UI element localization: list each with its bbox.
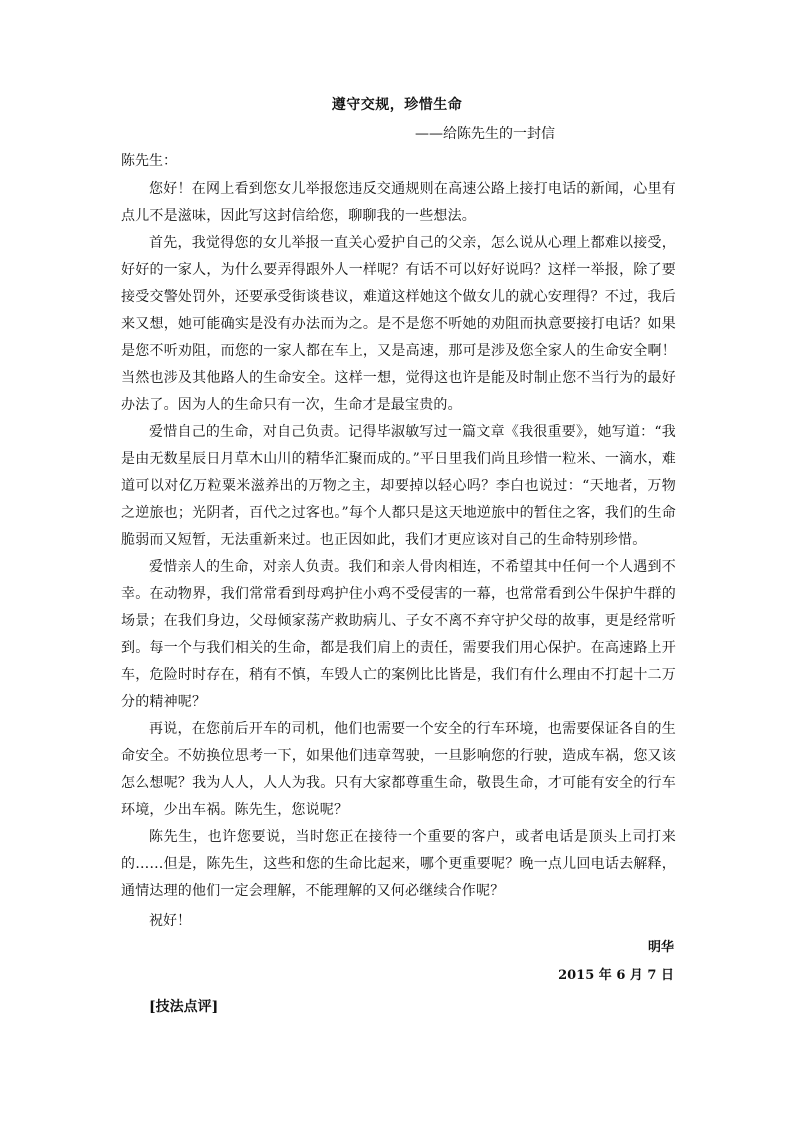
paragraph-3: 爱惜自己的生命，对自己负责。记得毕淑敏写过一篇文章《我很重要》，她写道：“我是由无数星辰日月草木山川的精华汇聚而成的。”平日里我们尚且珍惜一粒米、一滴水，难道可以对亿万粒粟米滋养出的万物之主，却要掉以轻心吗？李白也说过：“天地者，万物之逆旅也；光阴者，百代之过客也。”每个人都只是这天地逆旅中的暂住之客，我们的生命脆弱而又短暂，无法重新来过。也正因如此，我们才更应该对自己的生命特别珍惜。 bbox=[121, 424, 676, 548]
letter-date: 2015 年 6 月 7 日 bbox=[558, 968, 674, 983]
letter-closing: 祝好！ bbox=[149, 913, 191, 929]
paragraph-4: 爱惜亲人的生命，对亲人负责。我们和亲人骨肉相连，不希望其中任何一个人遇到不幸。在动物界，我们常常看到母鸡护住小鸡不受侵害的一幕，也常常看到公牛保护牛群的场景；在我们身边，父母倾家荡产救助病儿、子女不离不弃守护父母的故事，更是经常听到。每一个与我们相关的生命，都是我们肩上的责任，需要我们用心保护。在高速路上开车，危险时时存在，稍有不慎，车毁人亡的案例比比皆是，我们有什么理由不打起十二万分的精神呢？ bbox=[121, 559, 676, 710]
letter-signature: 明华 bbox=[647, 940, 674, 955]
paragraph-5: 再说，在您前后开车的司机，他们也需要一个安全的行车环境，也需要保证各自的生命安全。不妨换位思考一下，如果他们违章驾驶，一旦影响您的行驶，造成车祸，您又该怎么想呢？我为人人，人人为我。只有大家都尊重生命，敬畏生命，才可能有安全的行车环境，少出车祸。陈先生，您说呢？ bbox=[121, 721, 676, 818]
letter-title: 遵守交规，珍惜生命 bbox=[331, 97, 463, 113]
paragraph-2: 首先，我觉得您的女儿举报一直关心爱护自己的父亲，怎么说从心理上都难以接受，好好的一家人，为什么要弄得跟外人一样呢？有话不可以好好说吗？这样一举报，除了要接受交警处罚外，还要承受街谈巷议，难道这样她这个做女儿的就心安理得？不过，我后来又想，她可能确实是没有办法而为之。是不是您不听她的劝阻而执意要接打电话？如果是您不听劝阻，而您的一家人都在车上，又是高速，那可是涉及您全家人的生命安全啊！当然也涉及其他路人的生命安全。这样一想，觉得这也许是能及时制止您不当行为的最好办法了。因为人的生命只有一次，生命才是最宝贵的。 bbox=[121, 235, 676, 413]
paragraph-1: 您好！在网上看到您女儿举报您违反交通规则在高速公路上接打电话的新闻，心里有点儿不是滋味，因此写这封信给您，聊聊我的一些想法。 bbox=[121, 181, 676, 224]
letter-body bbox=[121, 176, 676, 905]
letter-subtitle: ——给陈先生的一封信 bbox=[415, 126, 555, 142]
letter-greeting: 陈先生： bbox=[121, 153, 177, 169]
section-label-technique-review: [技法点评] bbox=[149, 999, 219, 1015]
paragraph-6: 陈先生，也许您要说，当时您正在接待一个重要的客户，或者电话是顶头上司打来的……但是，陈先生，这些和您的生命比起来，哪个更重要呢？晚一点儿回电话去解释，通情达理的他们一定会理解，不能理解的又何必继续合作呢？ bbox=[121, 829, 676, 899]
